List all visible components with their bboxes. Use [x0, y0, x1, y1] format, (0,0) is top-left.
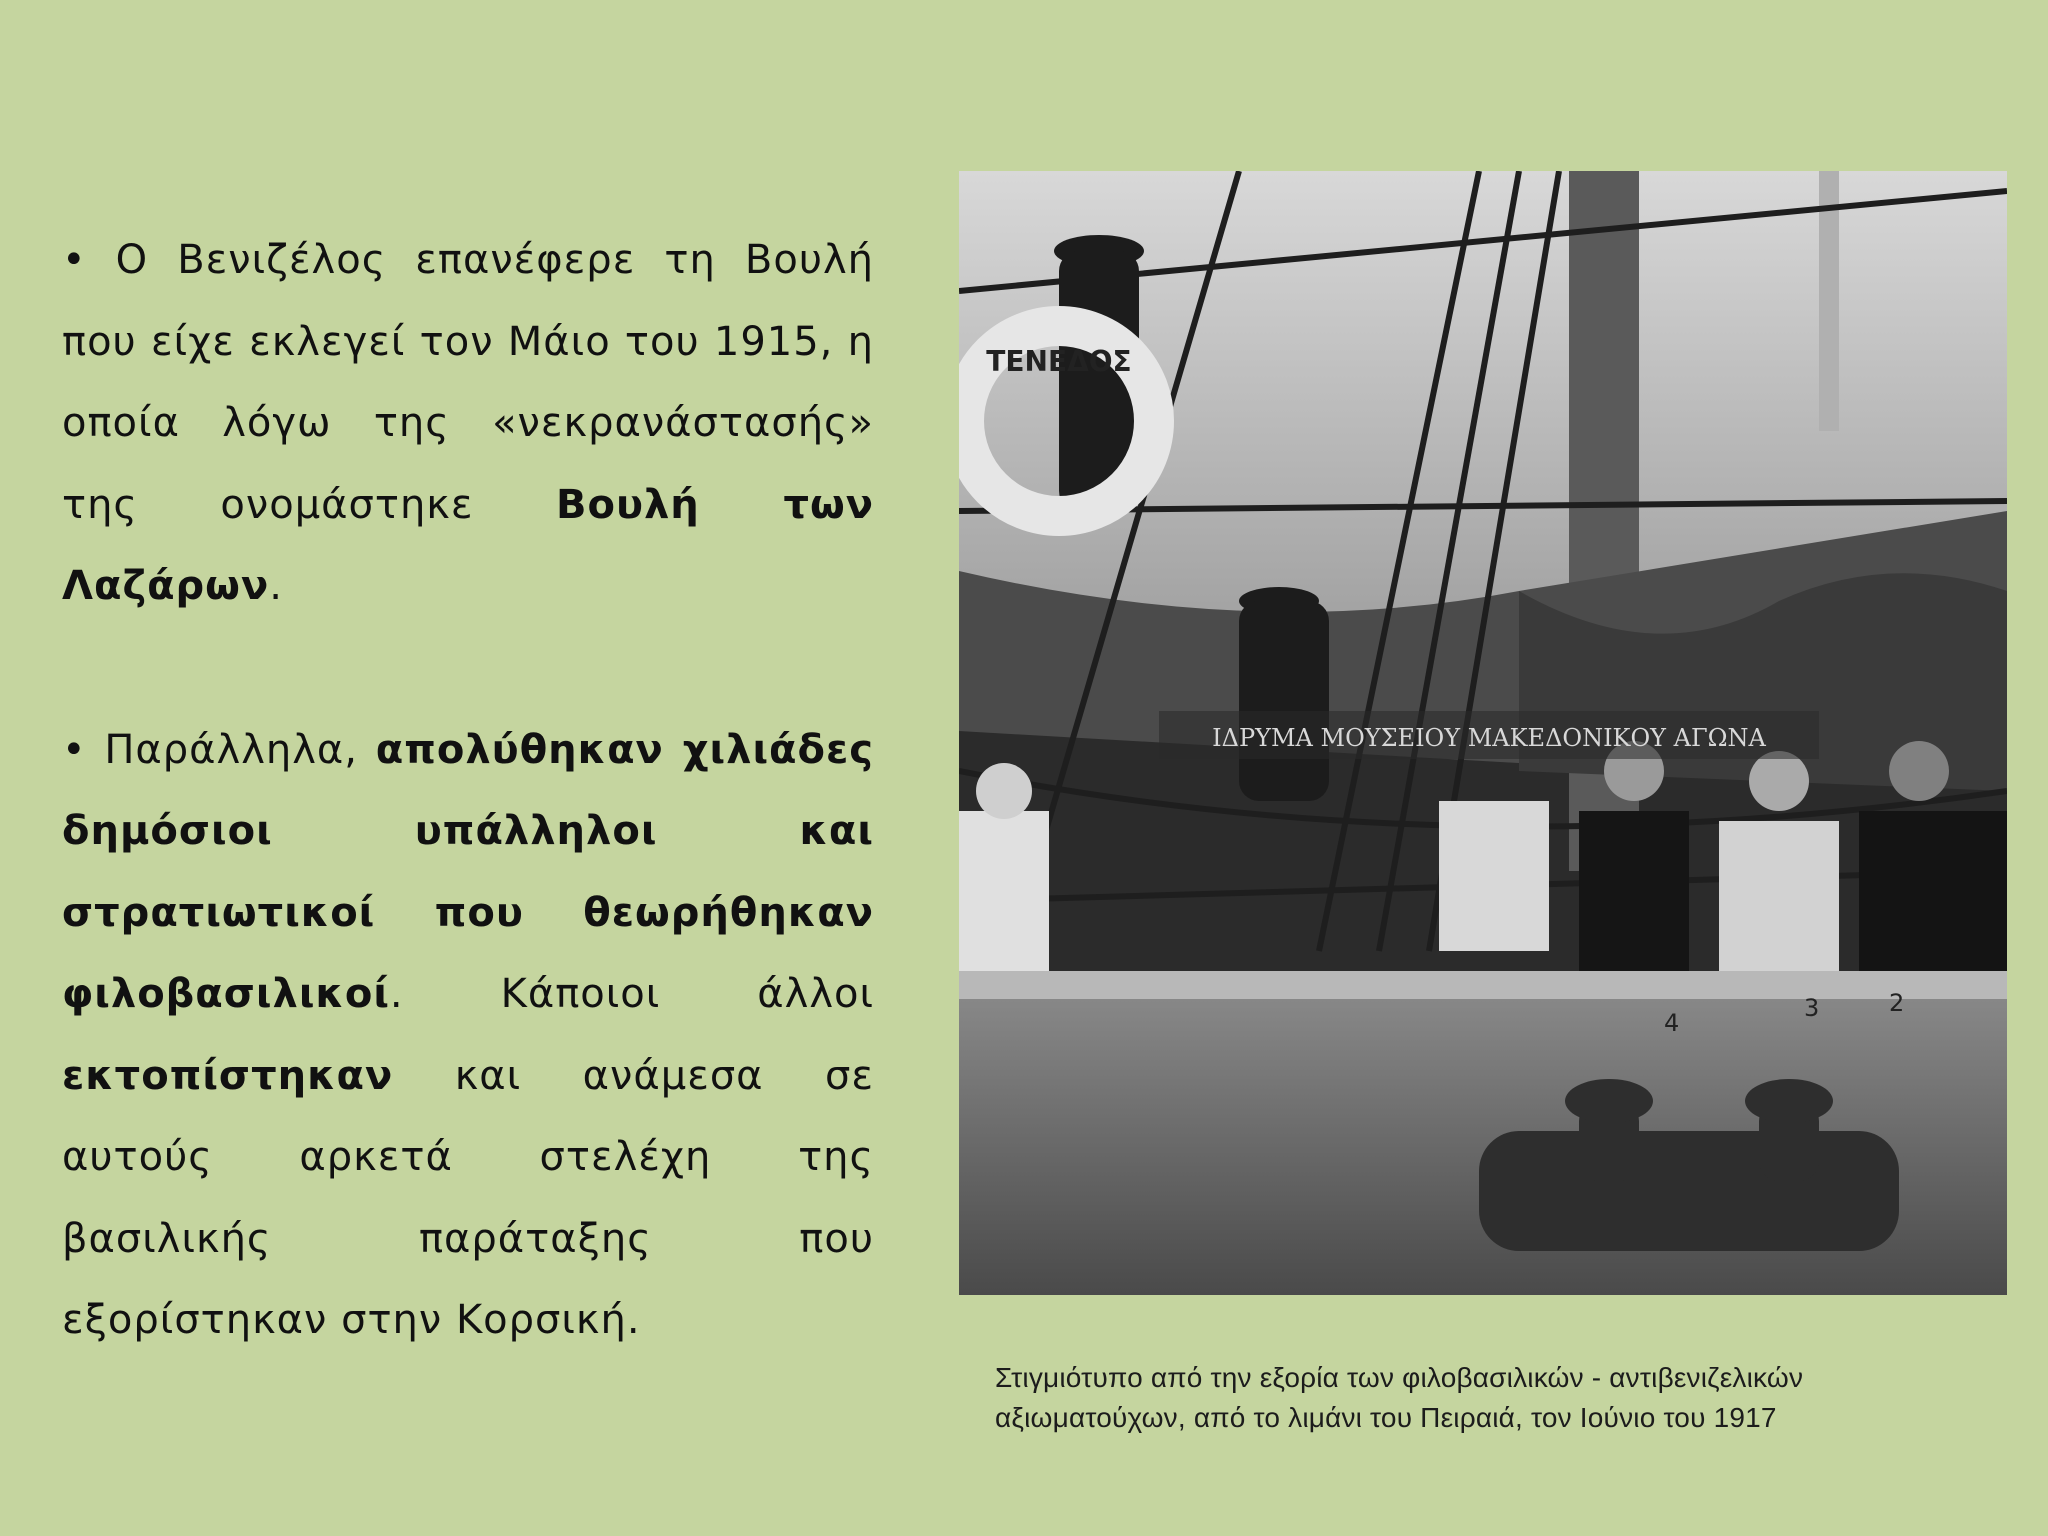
bold-phrase: Βουλή των Λαζάρων — [62, 481, 874, 609]
hull-number: 2 — [1889, 989, 1905, 1017]
historical-photo — [959, 171, 2007, 1295]
bullet-paragraph-1: • Ο Βενιζέλος επανέφερε τη Βουλή που είχε εκλεγεί τον Μάιο του 1915, η οποία λόγω της «νεκρανάστασής» της ονομάστηκε Βουλή των Λαζάρων. — [62, 237, 874, 609]
caption-line-1: Στιγμιότυπο από την εξορία των φιλοβασιλικών - αντιβενιζελικών — [995, 1362, 1804, 1393]
lifebuoy-text: ΤΕΝΕΔΟΣ — [986, 345, 1132, 378]
bullet-marker: • — [62, 237, 87, 283]
bullet-marker: • — [62, 726, 87, 773]
watermark-text: ΙΔΡΥΜΑ ΜΟΥΣΕΙΟΥ ΜΑΚΕΔΟΝΙΚΟΥ ΑΓΩΝΑ — [1212, 724, 1766, 752]
hull-rail — [959, 971, 2007, 999]
hull-number: 3 — [1804, 994, 1820, 1022]
hull-number: 4 — [1664, 1009, 1680, 1037]
text-column — [62, 220, 874, 1362]
caption-line-2: αξιωματούχων, από το λιμάνι του Πειραιά, τον Ιούνιο του 1917 — [995, 1402, 1777, 1433]
ship-deck-illustration — [959, 171, 2007, 1295]
bold-phrase: απολύθηκαν χιλιάδες δημόσιοι υπάλληλοι και στρατιωτικοί που θεωρήθηκαν φιλοβασιλικοί — [62, 726, 874, 1017]
bold-phrase: εκτοπίστηκαν — [62, 1052, 394, 1099]
photo-caption — [995, 1358, 1995, 1438]
bullet-paragraph-2: • Παράλληλα, απολύθηκαν χιλιάδες δημόσιοι υπάλληλοι και στρατιωτικοί που θεωρήθηκαν φιλοβασιλικοί. Κάποιοι άλλοι εκτοπίστηκαν και ανάμεσα σε αυτούς αρκετά στελέχη της βασιλικής παράταξης που εξορίστηκαν στην Κορσική. — [62, 726, 874, 1343]
